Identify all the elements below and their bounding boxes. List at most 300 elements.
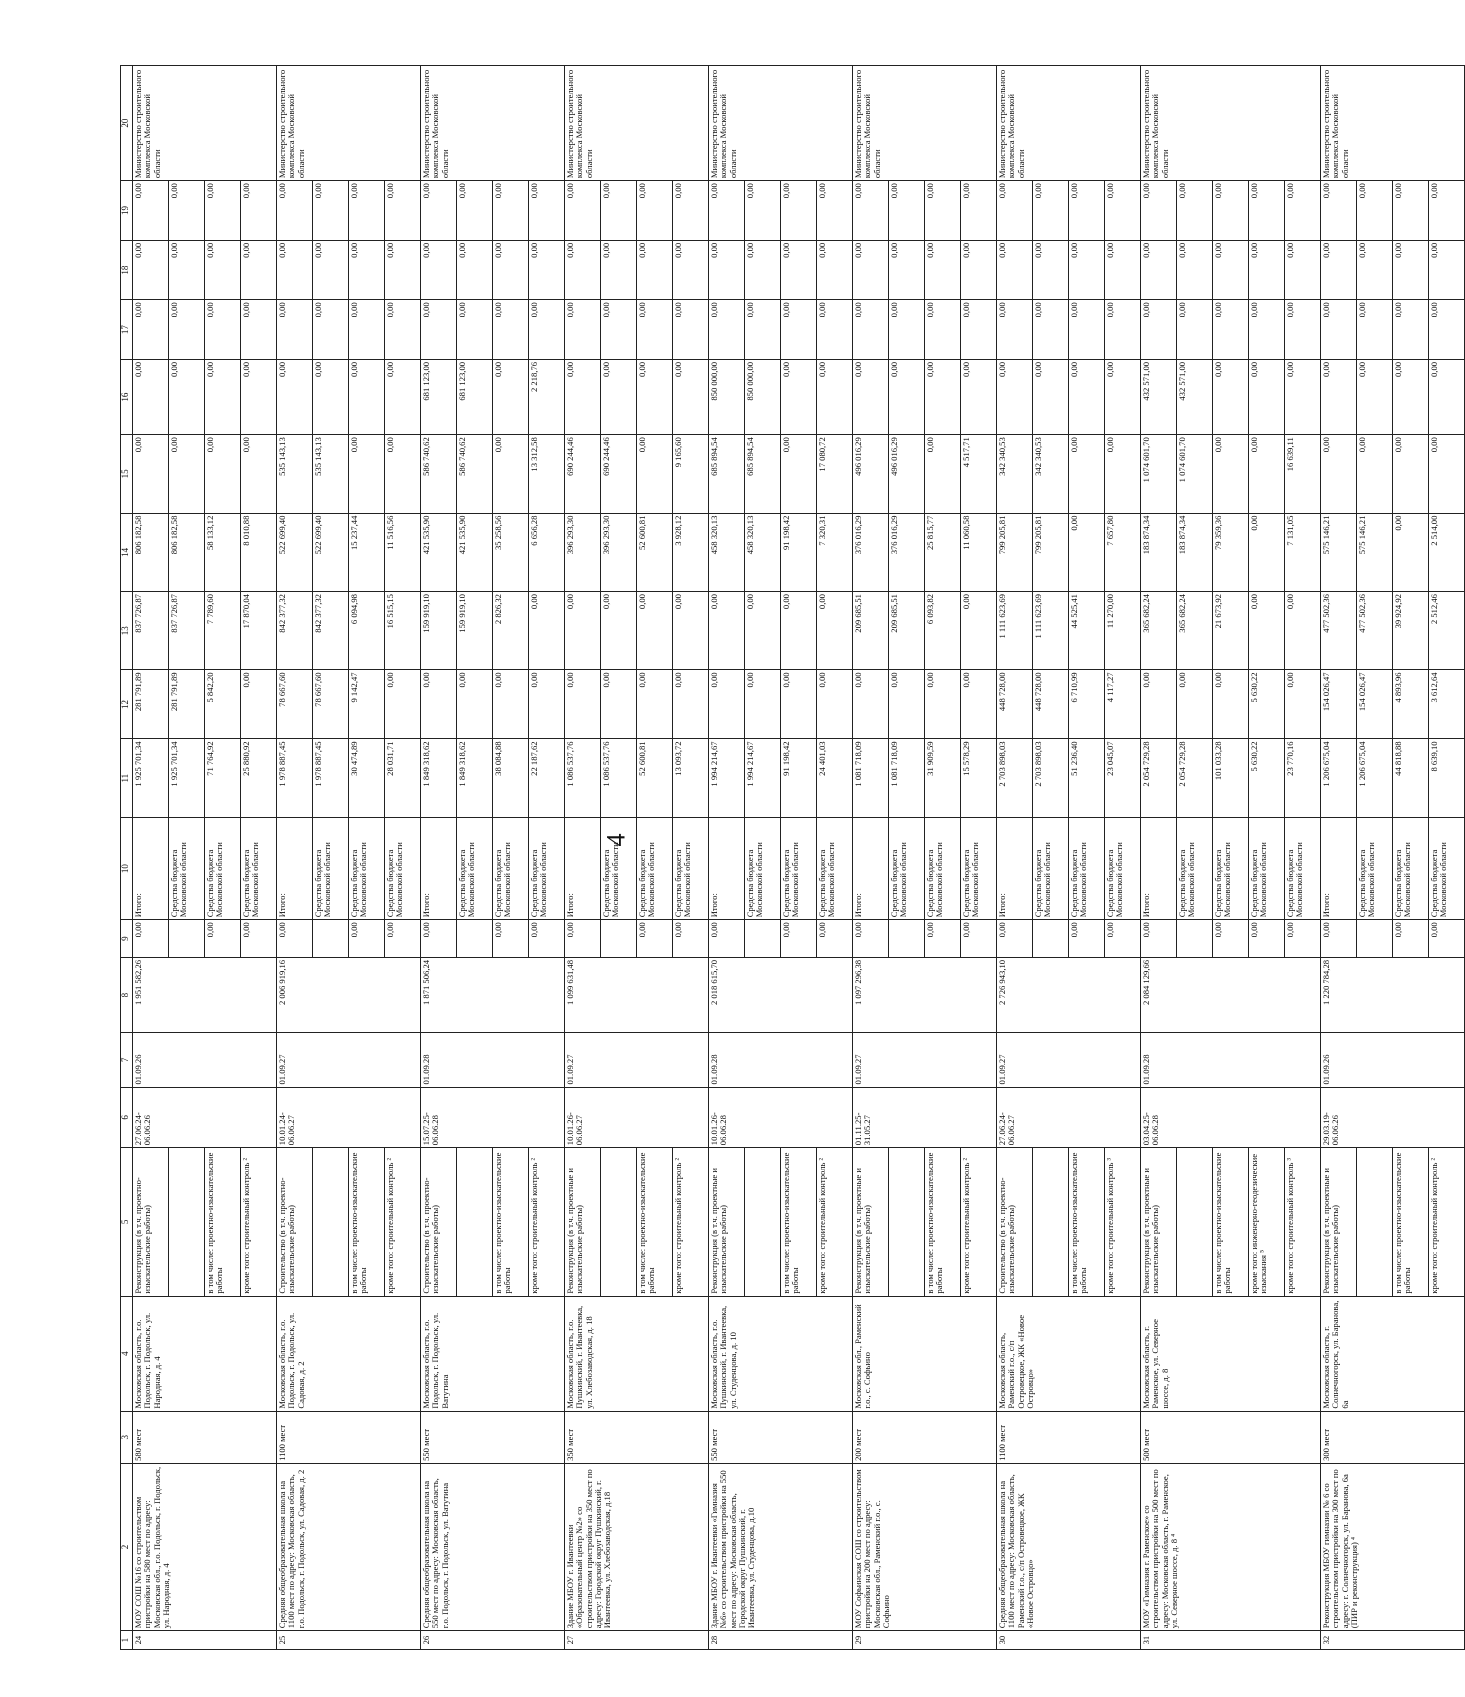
amount-cell: 432 571,00 [1141,359,1177,434]
amount-cell: 0,00 [673,670,709,739]
commission-date: 01.09.27 [277,1033,421,1087]
commission-date: 01.09.27 [853,1033,997,1087]
commission-date: 01.09.26 [133,1033,277,1087]
amount-cell: 0,00 [421,300,457,360]
work-type: кроме того: строительный контроль ² [529,1148,565,1296]
amount-cell: 0,00 [385,435,421,513]
amount-cell: 1 994 214,67 [709,739,745,817]
work-type [1357,1148,1393,1296]
amount-cell: 0,00 [349,240,385,300]
amount-cell: 2 054 729,28 [1177,739,1213,817]
work-type: в том числе: проектно-изыскательские работы [349,1148,385,1296]
amount-cell: 376 016,29 [853,513,889,591]
amount-cell: 58 133,12 [205,513,241,591]
amount-cell: 0,00 [889,359,925,434]
amount-cell: 0,00 [1321,435,1357,513]
amount-cell: 0,00 [601,592,637,670]
funding-source: Средства бюджета Московской области [1429,817,1465,919]
amount-cell: 1 081 718,09 [853,739,889,817]
amount-cell: 0,00 [601,181,637,241]
amount-cell: 2 054 729,28 [1141,739,1177,817]
amount-cell: 0,00 [1141,300,1177,360]
amount-cell: 0,00 [241,300,277,360]
amount-cell: 11 060,58 [961,513,997,591]
funding-source: Средства бюджета Московской области [889,817,925,919]
amount-cell: 0,00 [673,592,709,670]
work-type: кроме того: строительный контроль ³ [1105,1148,1141,1296]
amount-cell: 0,00 [1213,240,1249,300]
amount-cell: 23 770,16 [1285,739,1321,817]
funding-source: Средства бюджета Московской области [601,817,637,919]
financed-amount: 0,00 [1141,920,1177,958]
amount-cell: 0,00 [349,435,385,513]
amount-cell: 0,00 [1429,240,1465,300]
amount-cell: 0,00 [1033,300,1069,360]
amount-cell: 24 401,03 [817,739,853,817]
amount-cell: 535 143,13 [313,435,349,513]
work-dates: 27.06.24-06.06.27 [997,1087,1141,1148]
limit-cost: 2 084 129,66 [1141,957,1321,1032]
amount-cell: 39 924,92 [1393,592,1429,670]
column-number: 3 [121,1411,133,1463]
funding-source: Средства бюджета Московской области [961,817,997,919]
amount-cell: 0,00 [961,670,997,739]
work-type: в том числе: проектно-изыскательские работы [493,1148,529,1296]
row-number: 26 [421,1631,565,1650]
funding-source: Средства бюджета Московской области [385,817,421,919]
funding-source: Итого: [1141,817,1177,919]
work-type [601,1148,637,1296]
amount-cell: 0,00 [637,435,673,513]
object-capacity: 300 мест [1321,1411,1465,1463]
executor: Министерство строительного комплекса Московской области [997,66,1141,181]
amount-cell: 1 849 318,62 [421,739,457,817]
amount-cell: 396 293,30 [601,513,637,591]
amount-cell: 0,00 [493,240,529,300]
amount-cell: 0,00 [889,300,925,360]
amount-cell: 0,00 [997,181,1033,241]
amount-cell: 685 894,54 [709,435,745,513]
amount-cell: 0,00 [997,240,1033,300]
object-address: Московская область, г.о. Подольск, г. Подольск, ул. Ватутина [421,1296,565,1411]
amount-cell: 0,00 [601,670,637,739]
commission-date: 01.09.27 [565,1033,709,1087]
work-type [889,1148,925,1296]
amount-cell: 0,00 [1357,359,1393,434]
amount-cell: 6 093,82 [925,592,961,670]
commission-date: 01.09.28 [709,1033,853,1087]
amount-cell: 0,00 [961,300,997,360]
amount-cell: 1 925 701,34 [133,739,169,817]
amount-cell: 0,00 [745,240,781,300]
column-number: 11 [121,739,133,817]
work-type: в том числе: проектно-изыскательские работы [1213,1148,1249,1296]
amount-cell: 0,00 [709,181,745,241]
amount-cell: 0,00 [133,435,169,513]
column-number: 10 [121,817,133,919]
work-dates: 10.01.26-06.06.27 [565,1087,709,1148]
amount-cell: 1 978 887,45 [277,739,313,817]
amount-cell: 0,00 [1033,359,1069,434]
funding-source: Средства бюджета Московской области [925,817,961,919]
limit-cost: 1 097 296,38 [853,957,997,1032]
amount-cell: 0,00 [1393,513,1429,591]
row-number: 25 [277,1631,421,1650]
object-address: Московская область, Раменский г.о., с/п Островецкое, ЖК «Новое Островцо» [997,1296,1141,1411]
executor: Министерство строительного комплекса Московской области [853,66,997,181]
funding-source: Средства бюджета Московской области [817,817,853,919]
financed-amount: 0,00 [277,920,313,958]
column-number: 12 [121,670,133,739]
amount-cell: 21 673,92 [1213,592,1249,670]
amount-cell: 52 600,81 [637,513,673,591]
financed-amount [745,920,781,958]
amount-cell: 3 928,12 [673,513,709,591]
funding-source: Средства бюджета Московской области [241,817,277,919]
amount-cell: 6 656,28 [529,513,565,591]
amount-cell: 0,00 [853,240,889,300]
object-capacity: 580 мест [133,1411,277,1463]
financed-amount: 0,00 [565,920,601,958]
amount-cell: 5 842,20 [205,670,241,739]
amount-cell: 9 142,47 [349,670,385,739]
commission-date: 01.09.27 [997,1033,1141,1087]
work-type: кроме того: строительный контроль ² [673,1148,709,1296]
amount-cell: 3 612,64 [1429,670,1465,739]
amount-cell: 13 093,72 [673,739,709,817]
amount-cell: 0,00 [457,181,493,241]
work-type [1177,1148,1213,1296]
object-capacity: 550 мест [421,1411,565,1463]
financed-amount: 0,00 [241,920,277,958]
funding-source: Итого: [421,817,457,919]
amount-cell: 0,00 [169,300,205,360]
amount-cell: 0,00 [1105,359,1141,434]
work-type: Реконструкция (в т.ч. проектные и изыскательские работы) [709,1148,745,1296]
financed-amount [889,920,925,958]
work-type: кроме того: инженерно-геодезические изыскания ⁵ [1249,1148,1285,1296]
amount-cell: 0,00 [1249,181,1285,241]
amount-cell: 837 726,87 [169,592,205,670]
amount-cell: 586 740,62 [421,435,457,513]
amount-cell: 1 925 701,34 [169,739,205,817]
object-name: МОУ «Гимназия г. Раменское» со строительством пристройки на 500 мест по адресу: Московская область, г. Раменское, ул. Северное шоссе, д. 8 ⁴ [1141,1463,1321,1630]
column-number: 4 [121,1296,133,1411]
object-address: Московская обл., Раменский г.о., с. Софьино [853,1296,997,1411]
amount-cell: 79 359,36 [1213,513,1249,591]
limit-cost: 1 099 631,48 [565,957,709,1032]
amount-cell: 0,00 [745,300,781,360]
amount-cell: 0,00 [169,435,205,513]
amount-cell: 0,00 [925,670,961,739]
amount-cell: 0,00 [1357,435,1393,513]
amount-cell: 16 639,11 [1285,435,1321,513]
work-type: Реконструкция (в т.ч. проектные и изыскательские работы) [565,1148,601,1296]
amount-cell: 0,00 [205,359,241,434]
amount-cell: 0,00 [1429,181,1465,241]
amount-cell: 0,00 [637,359,673,434]
amount-cell: 0,00 [529,240,565,300]
amount-cell: 0,00 [1213,359,1249,434]
amount-cell: 28 031,71 [385,739,421,817]
amount-cell: 0,00 [1105,435,1141,513]
amount-cell: 4 117,27 [1105,670,1141,739]
funding-source: Средства бюджета Московской области [1033,817,1069,919]
amount-cell: 1 206 675,04 [1321,739,1357,817]
amount-cell: 690 244,46 [565,435,601,513]
amount-cell: 0,00 [349,359,385,434]
amount-cell: 0,00 [349,300,385,360]
financed-amount: 0,00 [817,920,853,958]
amount-cell: 0,00 [817,300,853,360]
work-type: в том числе: проектно-изыскательские работы [205,1148,241,1296]
amount-cell: 0,00 [421,240,457,300]
funding-source: Средства бюджета Московской области [169,817,205,919]
page-number: 4 [601,833,631,847]
header-row [121,66,133,1650]
amount-cell: 0,00 [601,359,637,434]
amount-cell: 209 685,51 [889,592,925,670]
amount-cell: 0,00 [1141,240,1177,300]
work-dates: 03.04.25-06.06.28 [1141,1087,1321,1148]
amount-cell: 15 578,29 [961,739,997,817]
amount-cell: 575 146,21 [1321,513,1357,591]
amount-cell: 0,00 [1321,181,1357,241]
executor: Министерство строительного комплекса Московской области [421,66,565,181]
work-dates: 27.06.24-06.06.26 [133,1087,277,1148]
work-type: Строительство (в т.ч. проектно-изыскательские работы) [997,1148,1033,1296]
table-row [709,66,745,1650]
amount-cell: 342 340,53 [1033,435,1069,513]
work-dates: 10.01.26-06.06.28 [709,1087,853,1148]
limit-cost: 2 018 615,70 [709,957,853,1032]
amount-cell: 7 131,05 [1285,513,1321,591]
amount-cell: 0,00 [385,181,421,241]
column-number: 7 [121,1033,133,1087]
limit-cost: 1 220 784,28 [1321,957,1465,1032]
amount-cell: 0,00 [853,181,889,241]
amount-cell: 0,00 [1213,181,1249,241]
funding-source: Средства бюджета Московской области [493,817,529,919]
amount-cell: 0,00 [1321,359,1357,434]
amount-cell: 0,00 [1249,300,1285,360]
amount-cell: 1 206 675,04 [1357,739,1393,817]
column-number: 9 [121,920,133,958]
amount-cell: 0,00 [421,670,457,739]
amount-cell: 0,00 [241,181,277,241]
amount-cell: 0,00 [565,240,601,300]
amount-cell: 0,00 [1321,240,1357,300]
amount-cell: 0,00 [709,592,745,670]
amount-cell: 0,00 [1393,300,1429,360]
funding-source: Средства бюджета Московской области [745,817,781,919]
financed-amount [169,920,205,958]
amount-cell: 458 320,13 [709,513,745,591]
amount-cell: 6 094,98 [349,592,385,670]
financed-amount: 0,00 [529,920,565,958]
table-row [421,66,457,1650]
object-name: Средняя общеобразовательная школа на 1100 мест по адресу: Московская область, Раменский г.о., с/п Островецкое, ЖК «Новое Островцо» [997,1463,1141,1630]
amount-cell: 477 502,36 [1321,592,1357,670]
work-type: в том числе: проектно-изыскательские работы [1393,1148,1429,1296]
financed-amount: 0,00 [997,920,1033,958]
amount-cell: 432 571,00 [1177,359,1213,434]
executor: Министерство строительного комплекса Московской области [1141,66,1321,181]
amount-cell: 159 919,10 [421,592,457,670]
amount-cell: 421 535,90 [457,513,493,591]
amount-cell: 0,00 [1249,240,1285,300]
amount-cell: 0,00 [1069,513,1105,591]
work-type: кроме того: строительный контроль ² [961,1148,997,1296]
financed-amount: 0,00 [1393,920,1429,958]
work-type: кроме того: строительный контроль ² [1429,1148,1465,1296]
work-type: кроме того: строительный контроль ² [385,1148,421,1296]
object-address: Московская область, г. Раменское, ул. Северное шоссе, д. 8 [1141,1296,1321,1411]
amount-cell: 44 818,88 [1393,739,1429,817]
amount-cell: 17 870,04 [241,592,277,670]
object-name: МОУ Софьинская СОШ со строительством пристройки на 200 мест по адресу: Московская обл., Раменский г.о., с. Софьино [853,1463,997,1630]
amount-cell: 0,00 [313,181,349,241]
object-name: Средняя общеобразовательная школа на 550 мест по адресу: Московская область, г.о. Подольск, г. Подольск, ул. Ватутина [421,1463,565,1630]
table-row [1321,66,1357,1650]
amount-cell: 0,00 [313,359,349,434]
amount-cell: 0,00 [349,181,385,241]
object-address: Московская область, г. Солнечногорск, ул. Баранова, 6а [1321,1296,1465,1411]
amount-cell: 0,00 [529,670,565,739]
amount-cell: 0,00 [745,670,781,739]
amount-cell: 0,00 [277,240,313,300]
amount-cell: 0,00 [205,300,241,360]
amount-cell: 0,00 [997,300,1033,360]
row-number: 30 [997,1631,1141,1650]
table-row [565,66,601,1650]
amount-cell: 0,00 [817,240,853,300]
amount-cell: 0,00 [169,181,205,241]
amount-cell: 0,00 [241,359,277,434]
financed-amount: 0,00 [961,920,997,958]
financed-amount: 0,00 [709,920,745,958]
amount-cell: 0,00 [133,300,169,360]
amount-cell: 0,00 [1105,300,1141,360]
funding-source: Итого: [853,817,889,919]
amount-cell: 0,00 [961,592,997,670]
amount-cell: 17 080,72 [817,435,853,513]
amount-cell: 0,00 [925,435,961,513]
object-capacity: 1100 мест [997,1411,1141,1463]
funding-source: Средства бюджета Московской области [1249,817,1285,919]
amount-cell: 0,00 [1033,240,1069,300]
amount-cell: 365 682,24 [1177,592,1213,670]
amount-cell: 0,00 [1393,435,1429,513]
amount-cell: 842 377,32 [277,592,313,670]
amount-cell: 0,00 [1249,592,1285,670]
amount-cell: 0,00 [1033,181,1069,241]
amount-cell: 0,00 [781,181,817,241]
executor: Министерство строительного комплекса Московской области [565,66,709,181]
amount-cell: 681 123,00 [457,359,493,434]
amount-cell: 0,00 [457,670,493,739]
amount-cell: 0,00 [1105,181,1141,241]
object-name: МОУ СОШ №16 со строительством пристройки на 580 мест по адресу: Московская обл., г.о. Подольск, г. Подольск, ул. Народная, д. 4 [133,1463,277,1630]
amount-cell: 15 237,44 [349,513,385,591]
amount-cell: 0,00 [637,592,673,670]
amount-cell: 0,00 [925,181,961,241]
amount-cell: 1 074 601,70 [1141,435,1177,513]
work-dates: 10.01.24-06.06.27 [277,1087,421,1148]
rotated-table-wrapper [120,65,1449,1650]
amount-cell: 690 244,46 [601,435,637,513]
object-address: Московская область, г.о. Подольск, г. Подольск, ул. Садовая, д. 2 [277,1296,421,1411]
amount-cell: 0,00 [385,359,421,434]
amount-cell: 0,00 [889,670,925,739]
amount-cell: 0,00 [781,240,817,300]
amount-cell: 91 198,42 [781,513,817,591]
funding-source: Средства бюджета Московской области [673,817,709,919]
amount-cell: 448 728,00 [1033,670,1069,739]
work-type: в том числе: проектно-изыскательские работы [1069,1148,1105,1296]
amount-cell: 0,00 [493,359,529,434]
amount-cell: 0,00 [277,359,313,434]
amount-cell: 0,00 [817,181,853,241]
amount-cell: 0,00 [1285,240,1321,300]
work-type [457,1148,493,1296]
amount-cell: 0,00 [133,240,169,300]
amount-cell: 0,00 [1429,359,1465,434]
amount-cell: 448 728,00 [997,670,1033,739]
amount-cell: 13 312,58 [529,435,565,513]
amount-cell: 0,00 [781,670,817,739]
amount-cell: 0,00 [781,300,817,360]
amount-cell: 0,00 [529,181,565,241]
amount-cell: 0,00 [241,435,277,513]
amount-cell: 0,00 [637,300,673,360]
funding-source: Средства бюджета Московской области [1105,817,1141,919]
funding-source: Средства бюджета Московской области [1177,817,1213,919]
amount-cell: 23 045,07 [1105,739,1141,817]
object-name: Средняя общеобразовательная школа на 1100 мест по адресу: Московская область, г.о. Подольск, г. Подольск, ул. Садовая, д. 2 [277,1463,421,1630]
amount-cell: 0,00 [961,181,997,241]
amount-cell: 0,00 [133,181,169,241]
financed-amount [1177,920,1213,958]
column-number: 2 [121,1463,133,1630]
amount-cell: 0,00 [529,592,565,670]
amount-cell: 183 874,34 [1141,513,1177,591]
work-type: в том числе: проектно-изыскательские работы [925,1148,961,1296]
table-row [997,66,1033,1650]
amount-cell: 0,00 [961,240,997,300]
amount-cell: 0,00 [1213,435,1249,513]
column-number: 5 [121,1148,133,1296]
amount-cell: 0,00 [781,359,817,434]
amount-cell: 0,00 [637,240,673,300]
amount-cell: 0,00 [133,359,169,434]
work-type: в том числе: проектно-изыскательские работы [781,1148,817,1296]
financed-amount: 0,00 [493,920,529,958]
work-type: в том числе: проектно-изыскательские работы [637,1148,673,1296]
amount-cell: 850 000,00 [745,359,781,434]
amount-cell: 52 600,81 [637,739,673,817]
work-type: Строительство (в т.ч. проектно-изыскательские работы) [277,1148,313,1296]
amount-cell: 0,00 [277,300,313,360]
funding-source: Средства бюджета Московской области [529,817,565,919]
amount-cell: 0,00 [493,181,529,241]
work-dates: 01.11.25-31.05.27 [853,1087,997,1148]
object-capacity: 1100 мест [277,1411,421,1463]
amount-cell: 0,00 [1285,300,1321,360]
amount-cell: 101 033,28 [1213,739,1249,817]
amount-cell: 0,00 [565,181,601,241]
funding-source: Средства бюджета Московской области [313,817,349,919]
